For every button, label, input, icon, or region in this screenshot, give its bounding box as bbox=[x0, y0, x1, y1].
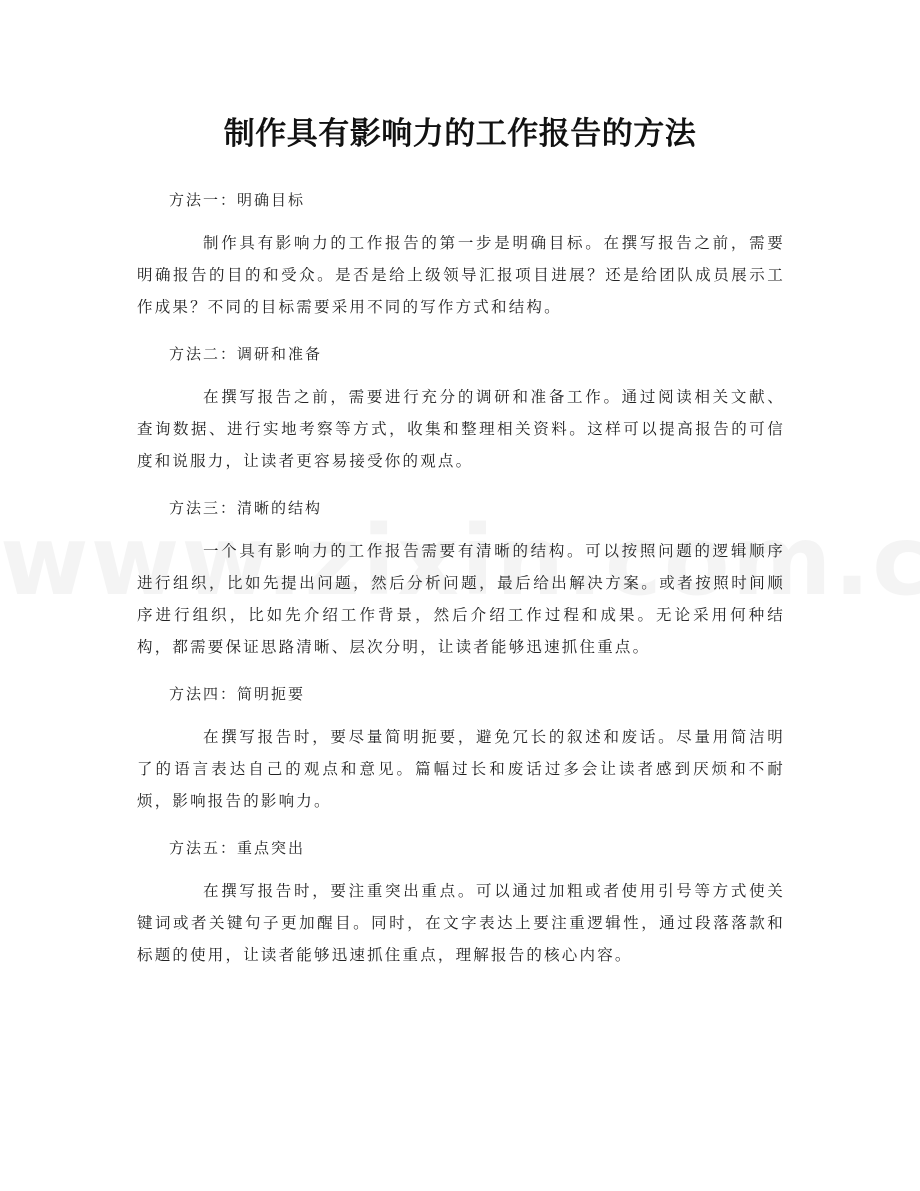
section-heading: 方法二：调研和准备 bbox=[169, 345, 323, 363]
section-heading: 方法三：清晰的结构 bbox=[169, 499, 323, 517]
section-5 bbox=[137, 831, 785, 971]
section-paragraph: 一个具有影响力的工作报告需要有清晰的结构。可以按照问题的逻辑顺序进行组织，比如先提出问题，然后分析问题，最后给出解决方案。或者按照时间顺序进行组织，比如先介绍工作背景，然后介绍工作过程和成果。无论采用何种结构，都需要保证思路清晰、层次分明，让读者能够迅速抓住重点。 bbox=[137, 542, 785, 656]
section-heading: 方法四：简明扼要 bbox=[169, 685, 306, 703]
section-paragraph: 在撰写报告时，要注重突出重点。可以通过加粗或者使用引号等方式使关键词或者关键句子更加醒目。同时，在文字表达上要注重逻辑性，通过段落落款和标题的使用，让读者能够迅速抓住重点，理解报告的核心内容。 bbox=[137, 882, 785, 964]
section-2 bbox=[137, 337, 785, 477]
document-body bbox=[137, 183, 785, 985]
section-heading: 方法一：明确目标 bbox=[169, 191, 306, 209]
section-4 bbox=[137, 677, 785, 817]
section-1 bbox=[137, 183, 785, 323]
section-heading: 方法五：重点突出 bbox=[169, 839, 306, 857]
section-3 bbox=[137, 491, 785, 663]
page-title: 制作具有影响力的工作报告的方法 bbox=[223, 116, 697, 152]
section-paragraph: 制作具有影响力的工作报告的第一步是明确目标。在撰写报告之前，需要明确报告的目的和受众。是否是给上级领导汇报项目进展？还是给团队成员展示工作成果？不同的目标需要采用不同的写作方式和结构。 bbox=[137, 234, 785, 316]
section-paragraph: 在撰写报告之前，需要进行充分的调研和准备工作。通过阅读相关文献、查询数据、进行实地考察等方式，收集和整理相关资料。这样可以提高报告的可信度和说服力，让读者更容易接受你的观点。 bbox=[137, 388, 785, 470]
section-paragraph: 在撰写报告时，要尽量简明扼要，避免冗长的叙述和废话。尽量用简洁明了的语言表达自己的观点和意见。篇幅过长和废话过多会让读者感到厌烦和不耐烦，影响报告的影响力。 bbox=[137, 728, 785, 810]
